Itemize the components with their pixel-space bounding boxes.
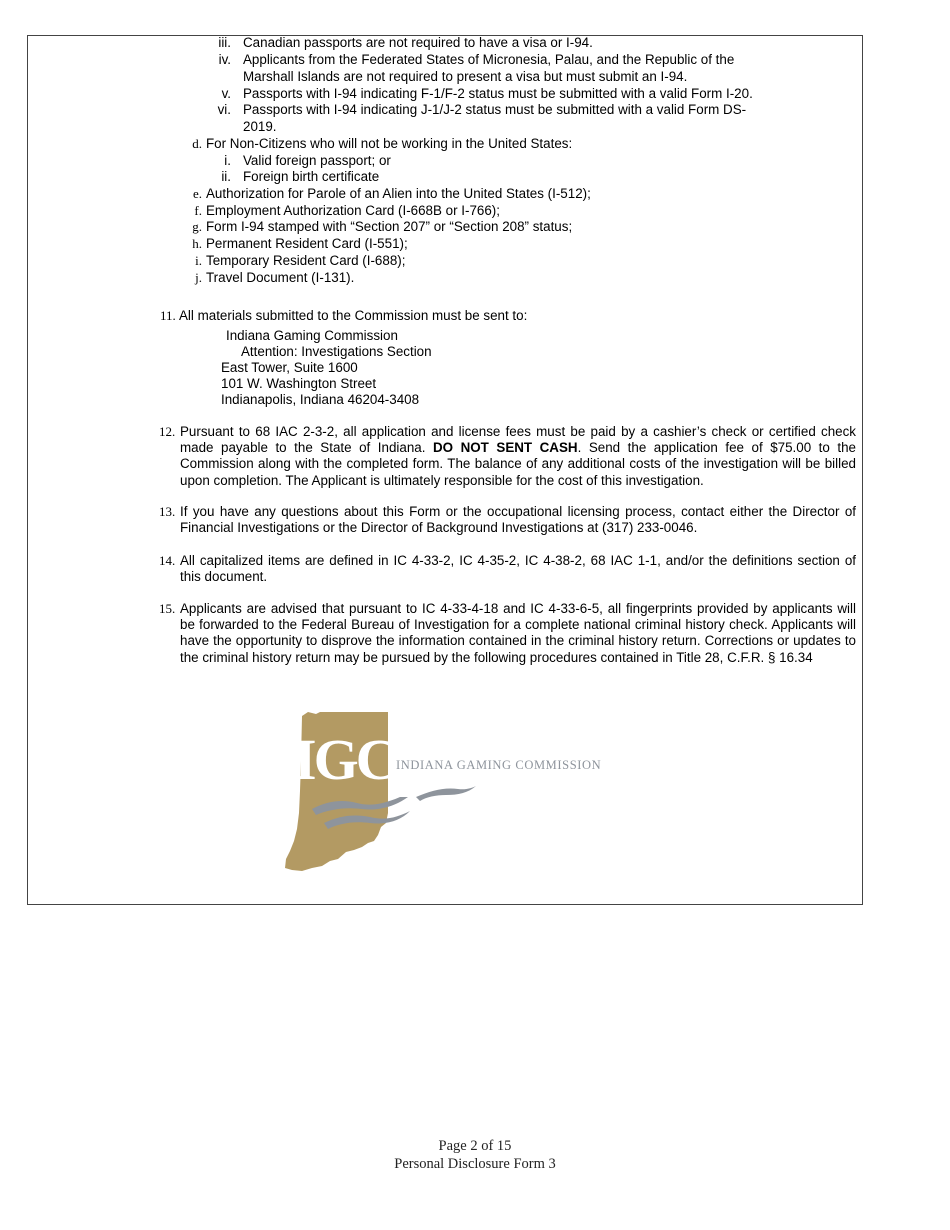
logo-name: INDIANA GAMING COMMISSION bbox=[396, 758, 602, 772]
fingerprint-paragraph: Applicants are advised that pursuant to IC 4-33-4-18 and IC 4-33-6-5, all fingerprints provided by applicants will be forwarded to the Federal Bureau of Investigation for a complete national criminal history check. Applicants will have the opportunity to disprove the information contained in the criminal history return. Corrections or updates to the criminal history return may be pursued by the following procedures contained in Title 28, C.F.R. § 16.34 bbox=[180, 601, 856, 665]
no-cash-warning: DO NOT SENT CASH bbox=[432, 440, 578, 456]
page-number: Page 2 of 15 bbox=[438, 1138, 512, 1154]
list-marker: g. bbox=[192, 219, 202, 234]
list-item-text: Passports with I-94 indicating F-1/F-2 status must be submitted with a valid Form I-20. bbox=[243, 86, 753, 101]
list-item-text: Travel Document (I-131). bbox=[206, 270, 355, 285]
paragraph-text: Pursuant to 68 IAC 2-3-2, all application and license fees must be paid by a cashier’s check or certified check made payable to the State of Indiana. bbox=[180, 424, 856, 456]
list-item-text: Permanent Resident Card (I-551); bbox=[206, 236, 408, 251]
logo-initials: IGC bbox=[294, 727, 395, 792]
list-item-text: Foreign birth certificate bbox=[243, 169, 380, 184]
list-marker: i. bbox=[224, 153, 231, 168]
item-number: 14. bbox=[159, 553, 176, 568]
list-marker: i. bbox=[195, 253, 202, 268]
list-marker: h. bbox=[192, 236, 202, 251]
list-marker: j. bbox=[195, 270, 202, 285]
item-number: 11. bbox=[160, 308, 176, 323]
list-marker: vi. bbox=[217, 102, 231, 117]
address-org: Indiana Gaming Commission bbox=[226, 328, 398, 343]
address-attention: Attention: Investigations Section bbox=[241, 344, 432, 359]
list-item-text: Passports with I-94 indicating J-1/J-2 status must be submitted with a valid Form DS- bbox=[243, 102, 747, 117]
list-item-text: Applicants from the Federated States of Micronesia, Palau, and the Republic of the bbox=[243, 52, 735, 67]
item-number: 15. bbox=[159, 601, 176, 616]
list-marker: d. bbox=[192, 136, 202, 151]
list-item-text: Form I-94 stamped with “Section 207” or “Section 208” status; bbox=[206, 219, 573, 234]
list-item-text: Canadian passports are not required to have a visa or I-94. bbox=[243, 35, 593, 50]
list-item-text: Marshall Islands are not required to present a visa but must submit an I-94. bbox=[243, 69, 688, 84]
form-name: Personal Disclosure Form 3 bbox=[394, 1156, 556, 1172]
indiana-map-icon bbox=[282, 711, 612, 873]
address-line: Indianapolis, Indiana 46204-3408 bbox=[221, 392, 420, 407]
list-item-text: Authorization for Parole of an Alien into the United States (I-512); bbox=[206, 186, 591, 201]
list-item-text: Employment Authorization Card (I-668B or I-766); bbox=[206, 203, 500, 218]
list-item-text: 2019. bbox=[243, 119, 277, 134]
paragraph-text: . Send the application fee of $75.00 to the Commission along with the completed form. The balance of any additional costs of the investigation will be billed upon completion. The Applicant is ultimately responsible for the cost of this investigation. bbox=[180, 440, 856, 488]
list-marker: e. bbox=[192, 186, 202, 201]
item-number: 13. bbox=[159, 504, 176, 519]
definitions-paragraph: All capitalized items are defined in IC 4-33-2, IC 4-35-2, IC 4-38-2, 68 IAC 1-1, and/or the definitions section of this document. bbox=[180, 553, 856, 585]
list-marker: iii. bbox=[218, 35, 231, 50]
list-item-text: Valid foreign passport; or bbox=[243, 153, 391, 168]
list-marker: iv. bbox=[218, 52, 231, 67]
list-item-text: For Non-Citizens who will not be working in the United States: bbox=[206, 136, 573, 151]
contact-paragraph: If you have any questions about this Form or the occupational licensing process, contact either the Director of Financial Investigations or the Director of Background Investigations at (317) 233-0046. bbox=[180, 504, 856, 536]
item-number: 12. bbox=[159, 424, 176, 439]
fee-paragraph bbox=[180, 424, 856, 489]
list-marker: ii. bbox=[221, 169, 231, 184]
list-item-text: Temporary Resident Card (I-688); bbox=[206, 253, 406, 268]
list-marker: f. bbox=[194, 203, 202, 218]
address-line: 101 W. Washington Street bbox=[221, 376, 377, 391]
igc-logo bbox=[282, 711, 612, 873]
address-line: East Tower, Suite 1600 bbox=[221, 360, 358, 375]
list-marker: v. bbox=[221, 86, 231, 101]
item-text: All materials submitted to the Commission must be sent to: bbox=[179, 308, 528, 323]
